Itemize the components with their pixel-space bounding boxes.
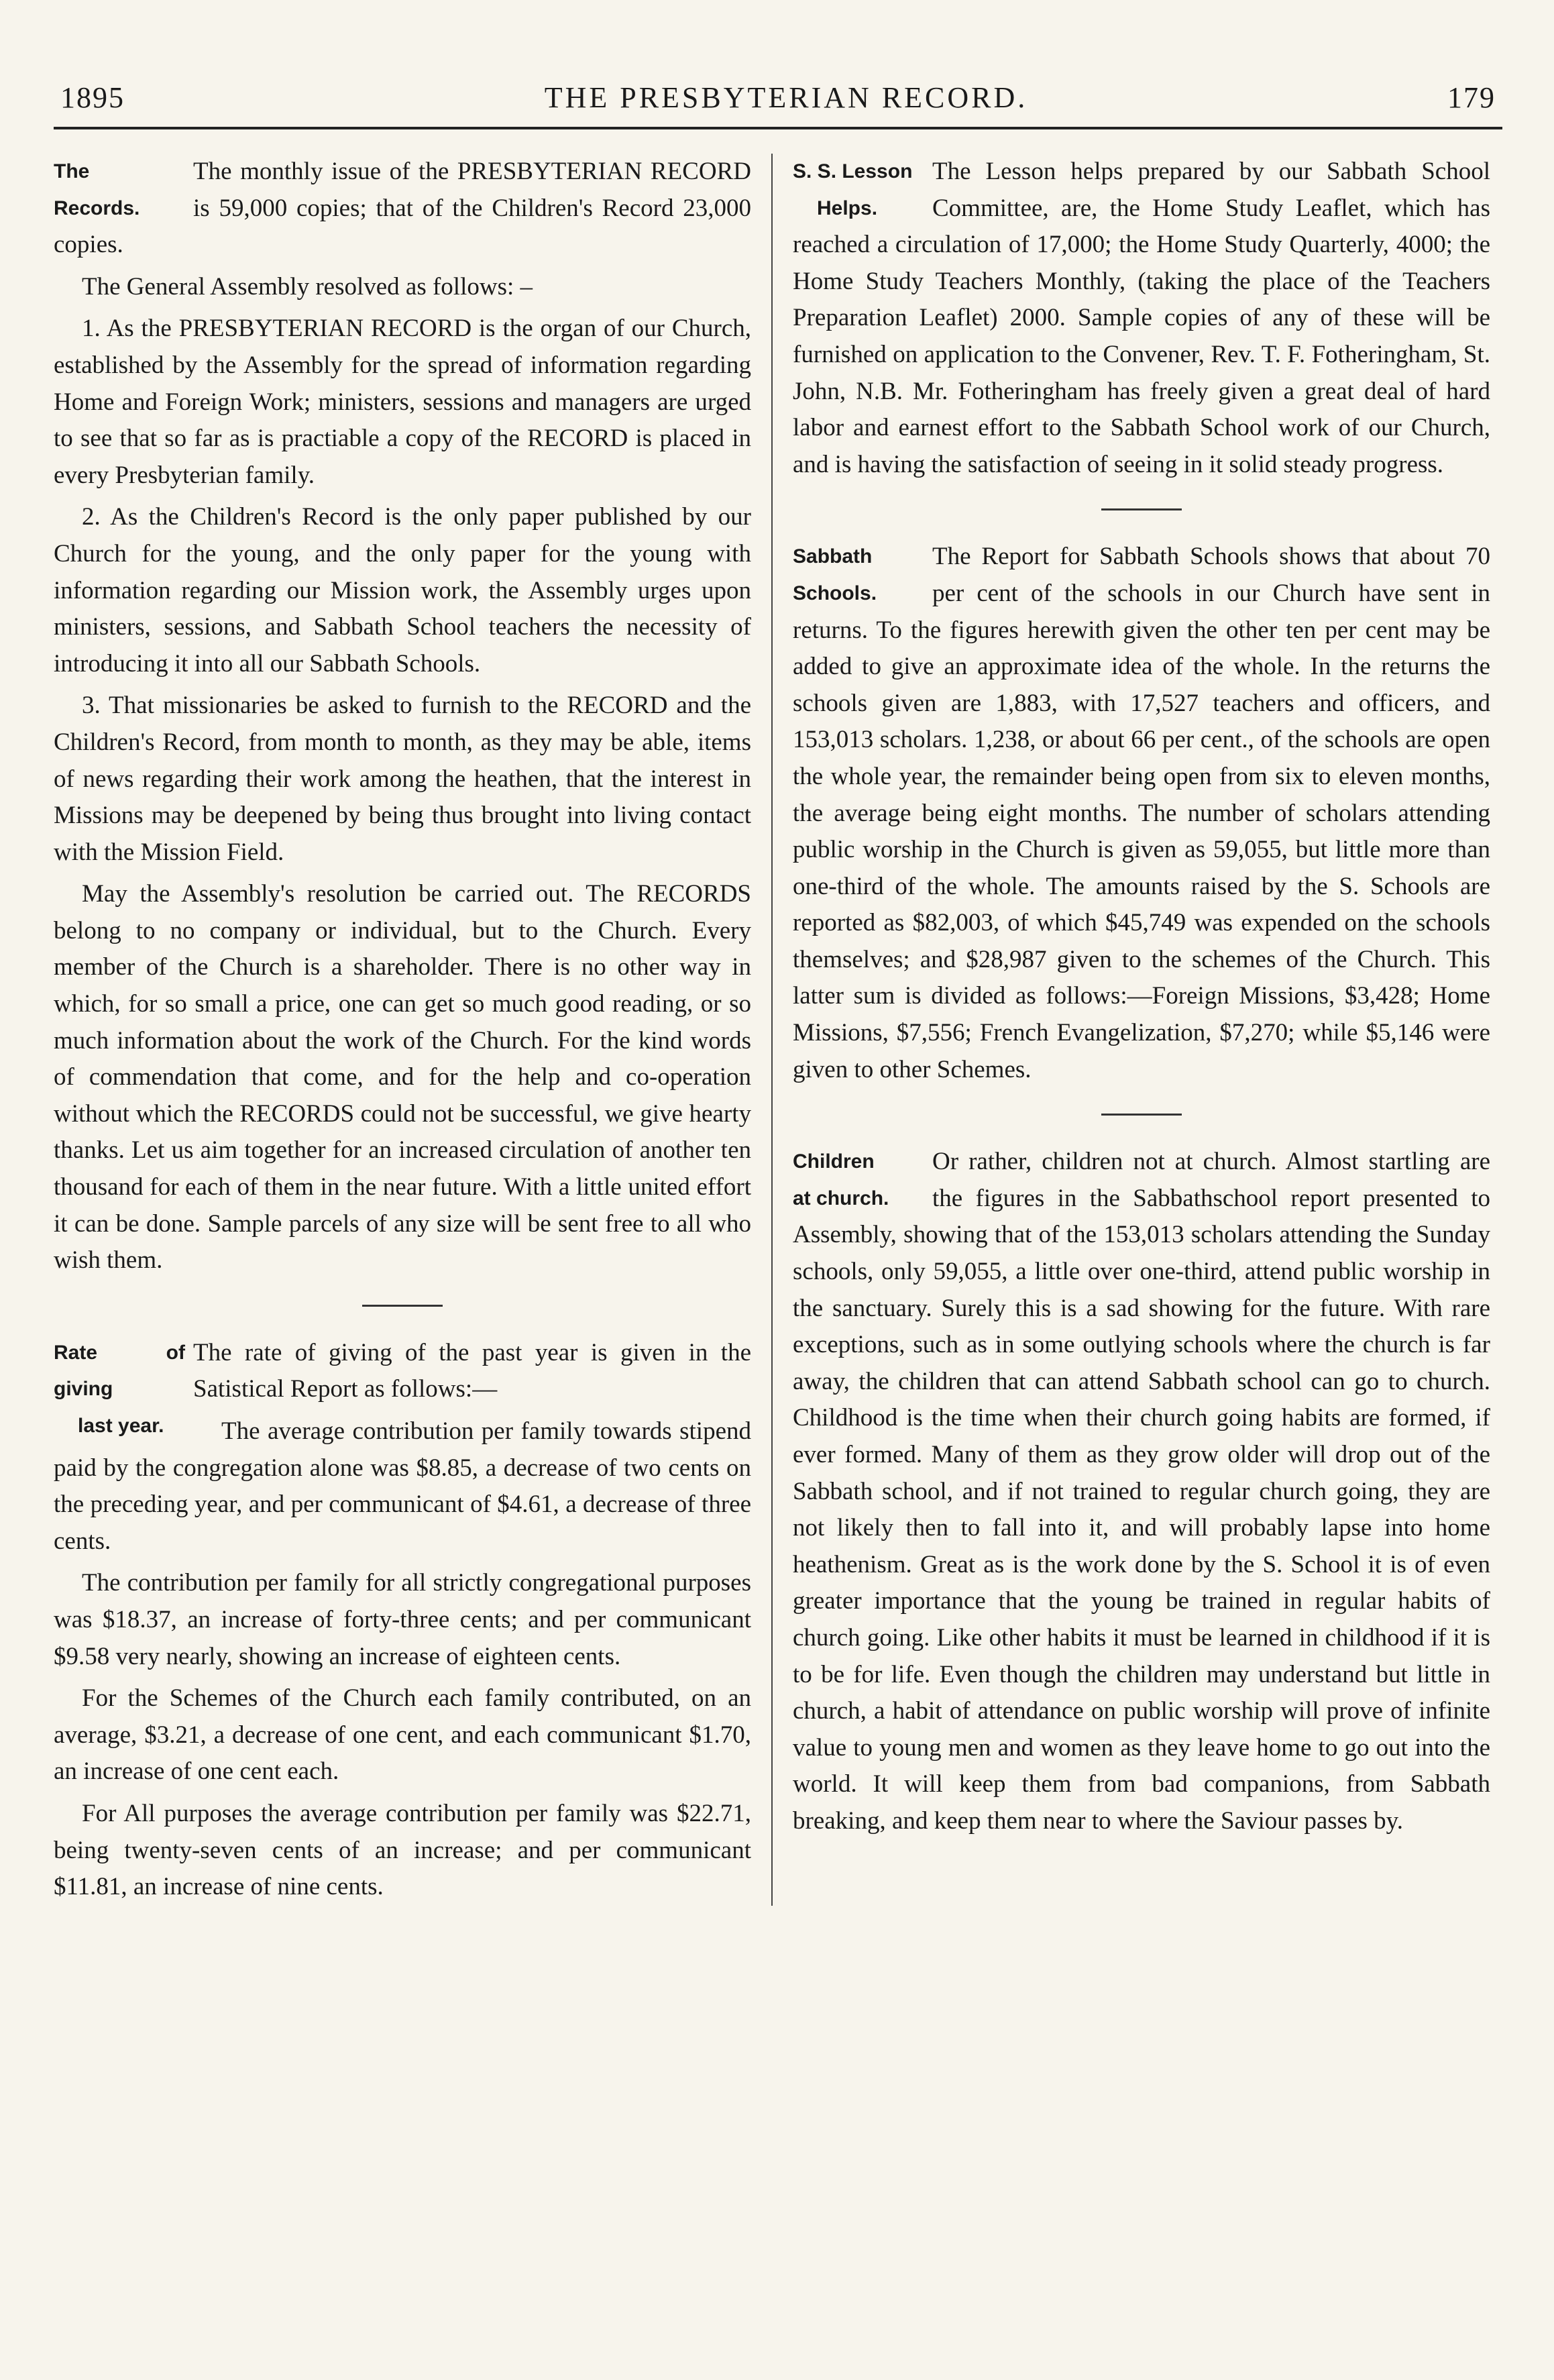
sidehead-line: Sabbath	[793, 545, 873, 568]
sidehead-line: last year.	[78, 1415, 164, 1437]
sidehead-line: Rate of giving	[54, 1341, 185, 1401]
sabbath-paragraph: The Report for Sabbath Schools shows that about 70 per cent of the schools in our Church have sent in returns. To the figures herewith given the other ten per cent may be added to give an approximate idea of the whole. In the returns the schools given are 1,883, with 17,527 teachers and officers, and 153,013 scholars. 1,238, or about 66 per cent., of the schools are open the whole year, the remainder being open from six to eleven months, the average being eight months. The number of scholars attending public worship in the Church is given as 59,055, but little more than one-third of the whole. The amounts raised by the S. Schools are reported as $82,003, of which $45,749 was expended on the schools themselves; and $28,987 given to the schemes of the Church. This latter sum is divided as follows:—Foreign Missions, $3,428; Home Missions, $7,556; French Evangelization, $7,270; while $5,146 were given to other Schemes.	[793, 543, 1490, 1083]
sidehead-line: Helps.	[817, 197, 878, 219]
records-paragraph: 3. That missionaries be asked to furnish to the RECORD and the Children's Record, from month to month, as they may be able, items of news regarding their work among the heathen, that the interest in Missions may be deepened by being thus brought into living contact with the Mission Field.	[54, 692, 751, 866]
left-column	[54, 154, 771, 1906]
sidehead-line: Children	[793, 1150, 875, 1173]
records-sidehead	[54, 154, 185, 227]
section-divider	[1101, 1114, 1182, 1116]
rate-of-giving-section	[54, 1335, 751, 1906]
records-paragraph: The monthly issue of the PRESBYTERIAN RECORD is 59,000 copies; that of the Children's Record 23,000 copies.	[54, 158, 751, 259]
sabbath-schools-section	[793, 539, 1490, 1088]
section-divider	[1101, 508, 1182, 510]
rate-paragraph: The rate of giving of the past year is given in the Satistical Report as follows:—	[193, 1338, 751, 1403]
sabbath-sidehead	[793, 539, 924, 612]
page-header	[54, 80, 1502, 127]
header-title: THE PRESBYTERIAN RECORD.	[544, 81, 1028, 114]
right-column	[771, 154, 1490, 1906]
children-sidehead	[793, 1144, 924, 1217]
rate-paragraph: The average contribution per family towards stipend paid by the congregation alone was $8.85, a decrease of two cents on the preceding year, and per communicant of $4.61, a decrease of three cents.	[54, 1417, 751, 1555]
sidehead-line: Records.	[54, 197, 140, 219]
lesson-sidehead	[793, 154, 924, 227]
rate-sidehead	[54, 1335, 185, 1445]
children-paragraph: Or rather, children not at church. Almost startling are the figures in the Sabbathschool report presented to Assembly, showing that of the 153,013 scholars attending the Sunday schools, only 59,055, a little over one-third, attend public worship in the sanctuary. Surely this is a sad showing for the future. With rare exceptions, such as in some outlying schools where the church is far away, the children that can attend Sabbath school can go to church. Childhood is the time when their church going habits are formed, if ever formed. Many of them as they grow older will drop out of the Sabbath school, and if not trained to regular church going, they are not likely then to fall into it, and will probably lapse into home heathenism. Great as is the work done by the S. School it is of even greater importance that the young be trained in regular habits of church going. Like other habits it must be learned in childhood if it is to be for life. Even though the children may understand but little in church, a habit of attendance on public worship will prove of infinite value to young men and women as they leave home to go out into the world. It will keep them from bad companions, from Sabbath breaking, and keep them near to where the Saviour passes by.	[793, 1148, 1490, 1835]
section-divider	[362, 1305, 443, 1307]
newspaper-page	[54, 80, 1502, 1906]
records-paragraph: The General Assembly resolved as follows: –	[82, 272, 533, 301]
records-paragraph: 1. As the PRESBYTERIAN RECORD is the organ of our Church, established by the Assembly for the spread of information regarding Home and Foreign Work; ministers, sessions and managers are urged to see that so far as is practiable a copy of the RECORD is placed in every Presbyterian family.	[54, 315, 751, 489]
sidehead-line: The	[54, 160, 90, 182]
children-section	[793, 1144, 1490, 1839]
sidehead-line: S. S. Lesson	[793, 160, 913, 182]
rate-paragraph: For All purposes the average contribution per family was $22.71, being twenty-seven cents of an increase; and per communicant $11.81, an increase of nine cents.	[54, 1799, 751, 1901]
records-section	[54, 154, 751, 1279]
header-year: 1895	[60, 81, 125, 114]
sidehead-line: Schools.	[793, 582, 877, 604]
records-paragraph: 2. As the Children's Record is the only paper published by our Church for the young, and the only paper for the young with information regarding our Mission work, the Assembly urges upon ministers, sessions, and Sabbath School teachers the necessity of introducing it into all our Sabbath Schools.	[54, 503, 751, 678]
header-page-number: 179	[1447, 81, 1496, 114]
header-rule	[54, 127, 1502, 129]
rate-paragraph: The contribution per family for all strictly congregational purposes was $18.37, an increase of forty-three cents; and per communicant $9.58 very nearly, showing an increase of eighteen cents.	[54, 1569, 751, 1670]
records-paragraph: May the Assembly's resolution be carried out. The RECORDS belong to no company or individual, but to the Church. Every member of the Church is a shareholder. There is no other way in which, for so small a price, one can get so much good reading, or so much information about the work of the Church. For the kind words of commendation that come, and for the help and co-operation without which the RECORDS could not be successful, we give hearty thanks. Let us aim together for an increased circulation of another ten thousand for each of them in the near future. With a little united effort it can be done. Sample parcels of any size will be sent free to all who wish them.	[54, 880, 751, 1275]
lesson-helps-section	[793, 154, 1490, 483]
sidehead-line: at church.	[793, 1187, 889, 1209]
lesson-paragraph: The Lesson helps prepared by our Sabbath School Committee, are, the Home Study Leaflet, which has reached a circulation of 17,000; the Home Study Quarterly, 4000; the Home Study Teachers Monthly, (taking the place of the Teachers Preparation Leaflet) 2000. Sample copies of any of these will be furnished on application to the Convener, Rev. T. F. Fotheringham, St. John, N.B. Mr. Fotheringham has freely given a great deal of hard labor and earnest effort to the Sabbath School work of our Church, and is having the satisfaction of seeing in it solid steady progress.	[793, 158, 1490, 478]
rate-paragraph: For the Schemes of the Church each family contributed, on an average, $3.21, a decrease of one cent, and each communicant $1.70, an increase of one cent each.	[54, 1684, 751, 1786]
columns	[54, 154, 1502, 1906]
